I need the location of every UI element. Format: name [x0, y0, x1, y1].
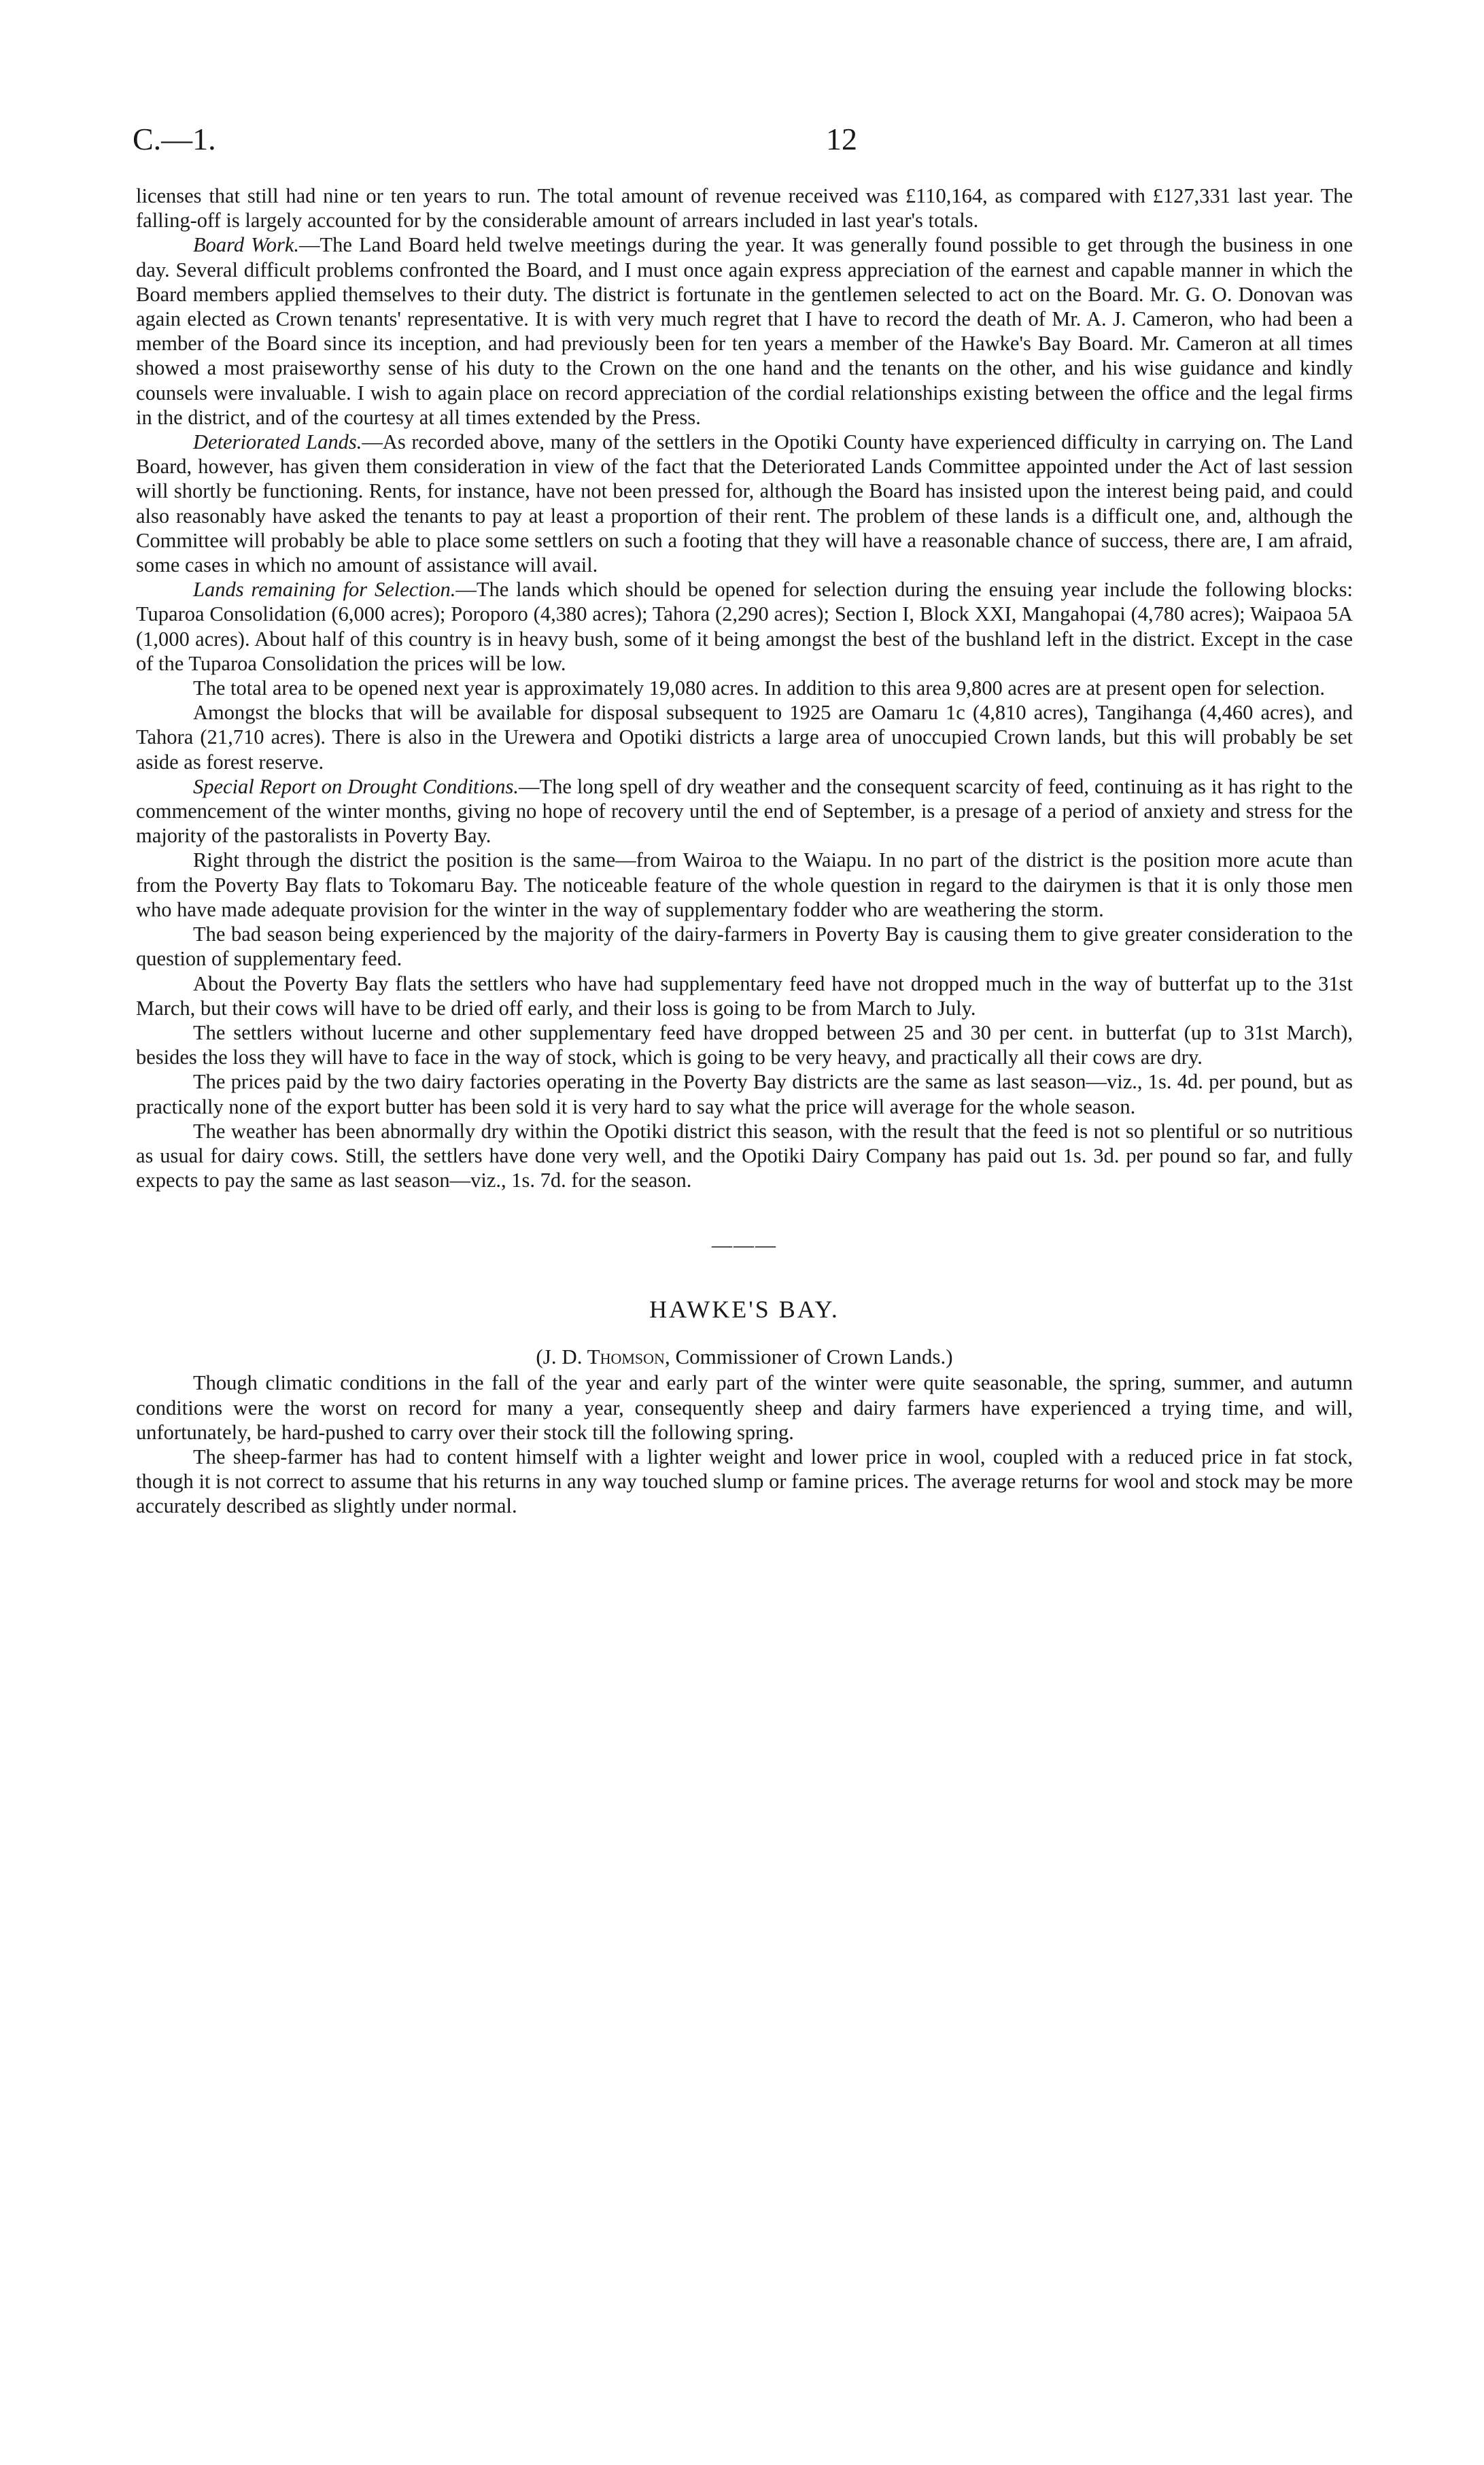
byline-open: ( [536, 1345, 543, 1369]
paragraph-text: licenses that still had nine or ten years to run. The total amount of revenue received was £110,164, as compared with £127,331 last year. The falling-off is largely accounted for by the considerable amount of arrears included in last year's totals. [136, 184, 1353, 232]
paragraph-text: The sheep-farmer has had to content himself with a lighter weight and lower price in wool, coupled with a reduced price in fat stock, though it is not correct to assume that his returns in any way touched slump or famine prices. The average returns for wool and stock may be more accurately described as slightly under normal. [136, 1445, 1353, 1518]
paragraph-text: The bad season being experienced by the majority of the dairy-farmers in Poverty Bay is causing them to give greater consideration to the question of supplementary feed. [136, 923, 1353, 971]
paragraph [136, 184, 1353, 232]
byline-rest: , Commissioner of Crown Lands.) [664, 1345, 953, 1369]
section-byline [136, 1343, 1353, 1371]
paragraph-drought-report [136, 774, 1353, 848]
paragraph-text: The total area to be opened next year is approximately 19,080 acres. In addition to this area 9,800 acres are at present open for selection. [193, 676, 1326, 700]
paragraph [136, 1445, 1353, 1519]
paragraph-text: The settlers without lucerne and other supplementary feed have dropped between 25 and 30 per cent. in butterfat (up to 31st March), besides the loss they will have to face in the way of stock, which is going to be very heavy, and practically all their cows are dry. [136, 1020, 1353, 1069]
paragraph-text: Though climatic conditions in the fall of the year and early part of the winter were quite seasonable, the spring, summer, and autumn conditions were the worst on record for many a year, consequently sheep and dairy farmers have experienced a trying time, and will, unfortunately, be hard-pushed to carry over their stock till the following spring. [136, 1371, 1353, 1444]
section-heading: HAWKE'S BAY. [649, 1296, 840, 1324]
page-header [133, 121, 1353, 162]
paragraph-text: —The lands which should be opened for selection during the ensuing year include the following blocks: Tuparoa Consolidation (6,000 acres); Poroporo (4,380 acres); Tahora (2,290 acres); Section I, Block XXI, Mangahopai (4,780 acres); Waipaoa 5A (1,000 acres). About half of this country is in heavy bush, some of it being amongst the best of the bushland left in the district. Except in the case of the Tuparoa Consolidation the prices will be low. [136, 578, 1353, 675]
paragraph-text: The weather has been abnormally dry within the Opotiki district this season, with the result that the feed is not so plentiful or so nutritious as usual for dairy cows. Still, the settlers have done very well, and the Opotiki Dairy Company has paid out 1s. 3d. per pound so far, and fully expects to pay the same as last season—viz., 1s. 7d. for the season. [136, 1119, 1353, 1192]
paragraph [136, 1069, 1353, 1118]
paragraph [136, 922, 1353, 971]
paragraph-deteriorated-lands [136, 430, 1353, 577]
byline-name: J. D. Thomson [542, 1345, 665, 1369]
paragraph-lands-remaining [136, 577, 1353, 676]
paragraph-lead: Special Report on Drought Conditions. [193, 774, 519, 798]
paragraph-lead: Board Work. [193, 233, 300, 257]
paragraph [136, 971, 1353, 1020]
paragraph [136, 1119, 1353, 1193]
paragraph [136, 700, 1353, 774]
paragraph [136, 1020, 1353, 1069]
paragraph [136, 676, 1353, 700]
paragraph-text: —The long spell of dry weather and the consequent scarcity of feed, continuing as it has right to the commencement of the winter months, giving no hope of recovery until the end of September, is a presage of a period of anxiety and stress for the majority of the pastoralists in Poverty Bay. [136, 774, 1353, 848]
paragraph-lead: Deteriorated Lands. [193, 430, 362, 454]
paragraph-text: The prices paid by the two dairy factories operating in the Poverty Bay districts are the same as last season—viz., 1s. 4d. per pound, but as practically none of the export butter has been sold it is very hard to say what the price will average for the whole season. [136, 1070, 1353, 1118]
section-separator: ——— [712, 1234, 777, 1257]
body-text [136, 184, 1353, 1519]
paragraph-lead: Lands remaining for Selection. [193, 578, 456, 602]
paragraph-text: —The Land Board held twelve meetings during the year. It was generally found possible to get through the business in one day. Several difficult problems confronted the Board, and I must once again express appreciation of the earnest and capable manner in which the Board members applied themselves to their duty. The district is fortunate in the gentlemen selected to act on the Board. Mr. G. O. Donovan was again elected as Crown tenants' representative. It is with very much regret that I have to record the death of Mr. A. J. Cameron, who had been a member of the Board since its inception, and had previously been for ten years a member of the Hawke's Bay Board. Mr. Cameron at all times showed a most praiseworthy sense of his duty to the Crown on the one hand and the tenants on the other, and his wise guidance and kindly counsels were invaluable. I wish to again place on record appreciation of the cordial relationships existing between the office and the legal firms in the district, and of the courtesy at all times extended by the Press. [136, 233, 1353, 429]
paragraph-text: Right through the district the position is the same—from Wairoa to the Waiapu. In no part of the district is the position more acute than from the Poverty Bay flats to Tokomaru Bay. The noticeable feature of the whole question in regard to the dairymen is that it is only those men who have made adequate provision for the winter in the way of supplementary fodder who are weathering the storm. [136, 848, 1353, 921]
document-code: C.—1. [133, 122, 216, 156]
paragraph [136, 1371, 1353, 1445]
paragraph-text: —As recorded above, many of the settlers in the Opotiki County have experienced difficulty in carrying on. The Land Board, however, has given them consideration in view of the fact that the Deteriorated Lands Committee appointed under the Act of last session will shortly be functioning. Rents, for instance, have not been pressed for, although the Board has insisted upon the interest being paid, and could also reasonably have asked the tenants to pay at least a proportion of their rent. The problem of these lands is a difficult one, and, although the Committee will probably be able to place some settlers on such a footing that they will have a reasonable chance of success, there are, I am afraid, some cases in which no amount of assistance will avail. [136, 430, 1353, 577]
paragraph [136, 848, 1353, 922]
paragraph-board-work [136, 232, 1353, 430]
paragraph-text: About the Poverty Bay flats the settlers who have had supplementary feed have not dropped much in the way of butterfat up to the 31st March, but their cows will have to be dried off early, and their loss is going to be from March to July. [136, 971, 1353, 1020]
paragraph-text: Amongst the blocks that will be available for disposal subsequent to 1925 are Oamaru 1c (4,810 acres), Tangihanga (4,460 acres), and Tahora (21,710 acres). There is also in the Urewera and Opotiki districts a large area of unoccupied Crown lands, but this will probably be set aside as forest reserve. [136, 701, 1353, 774]
page-number: 12 [826, 122, 857, 156]
